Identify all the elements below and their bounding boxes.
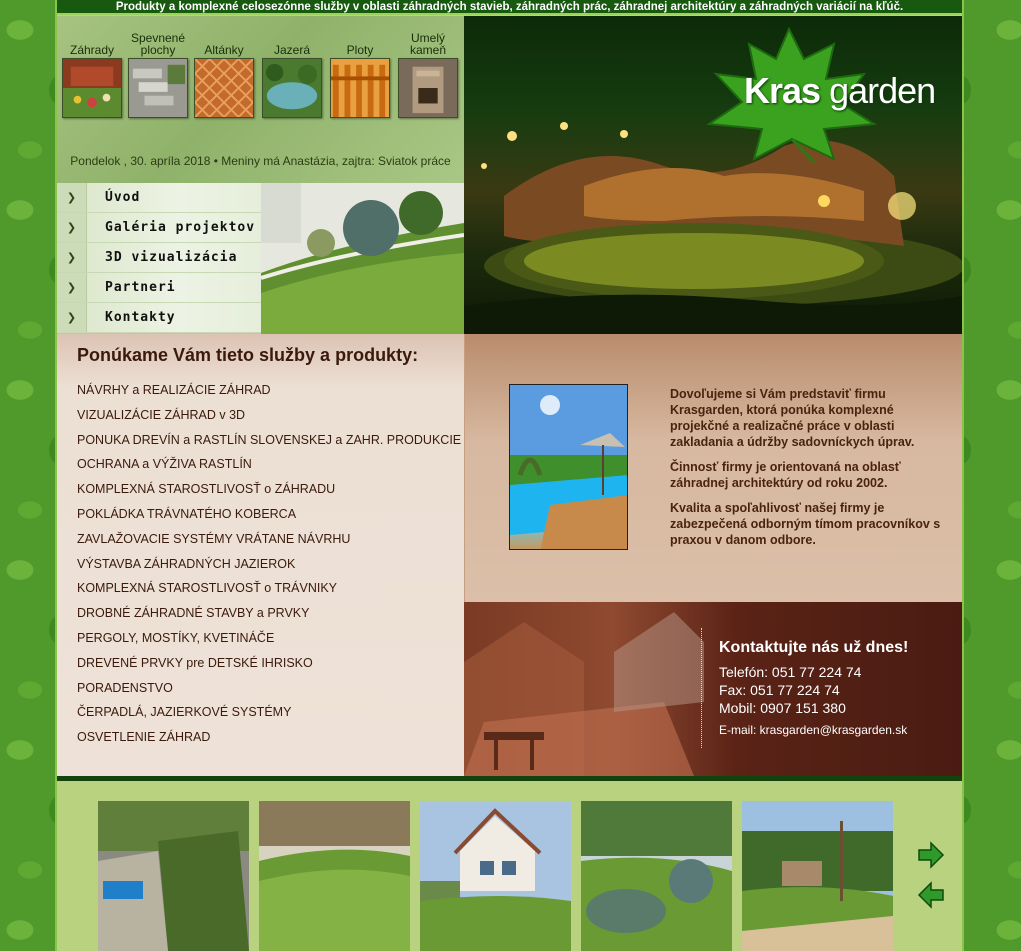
service-item: KOMPLEXNÁ STAROSTLIVOSŤ o ZÁHRADU [77, 482, 336, 497]
nav-item-3d-vizualizacia[interactable] [57, 243, 261, 273]
page [55, 0, 964, 951]
tree-garden-photo[interactable] [742, 801, 893, 951]
contact-title: Kontaktujte nás už dnes! [719, 639, 909, 656]
nav-label: Partneri [105, 280, 176, 295]
date-line: Pondelok , 30. apríla 2018 • Meniny má Anastázia, zajtra: Sviatok práce [70, 154, 451, 168]
service-item: DROBNÉ ZÁHRADNÉ STAVBY a PRVKY [77, 606, 310, 621]
service-item: DREVENÉ PRVKY pre DETSKÉ IHRISKO [77, 655, 313, 670]
arrow-left-icon[interactable] [917, 881, 945, 909]
nav-item-uvod[interactable] [57, 183, 261, 213]
lawn-photo[interactable] [259, 801, 410, 951]
intro-paragraph-2: Činnosť firmy je orientovaná na oblasť záhradnej architektúry od roku 2002. [670, 460, 901, 490]
category-ploty[interactable] [329, 28, 391, 118]
category-panel [57, 16, 464, 183]
service-item: POKLÁDKA TRÁVNATÉHO KOBERCA [77, 506, 297, 521]
category-label: Jazerá [273, 43, 311, 57]
category-label: Spevnené plochy [130, 31, 186, 57]
house-photo[interactable] [420, 801, 571, 951]
main-nav [57, 183, 261, 334]
fence-thumbnail[interactable] [330, 58, 390, 118]
pond-thumbnail[interactable] [262, 58, 322, 118]
contact-fax: Fax: 051 77 224 74 [719, 682, 840, 698]
chevron-right-icon: ❯ [57, 273, 87, 302]
site-logo[interactable] [744, 70, 935, 112]
category-altanky[interactable] [193, 28, 255, 118]
pool-visualization-image [509, 384, 628, 550]
logo-part2: garden [829, 70, 936, 111]
intro-panel [464, 334, 962, 602]
pergola-scene [464, 602, 704, 776]
service-item: PONUKA DREVÍN a RASTLÍN SLOVENSKEJ a ZAHR. PRODUKCIE [77, 432, 462, 447]
category-label: Altánky [204, 43, 244, 57]
category-label: Záhrady [69, 43, 115, 57]
nav-label: Úvod [105, 190, 141, 205]
category-label: Umelý kameň [409, 31, 447, 57]
contact-separator [701, 628, 702, 748]
garden-photo[interactable] [98, 801, 249, 951]
service-item: OSVETLENIE ZÁHRAD [77, 730, 211, 745]
nav-item-galeria[interactable] [57, 213, 261, 243]
gazebo-thumbnail[interactable] [194, 58, 254, 118]
services-panel [57, 334, 464, 776]
category-zahrady[interactable] [61, 28, 123, 118]
contact-email[interactable]: E-mail: krasgarden@krasgarden.sk [719, 723, 908, 737]
service-item: ZAVLAŽOVACIE SYSTÉMY VRÁTANE NÁVRHU [77, 531, 351, 546]
nav-label: 3D vizualizácia [105, 250, 238, 265]
services-list [77, 378, 461, 750]
logo-part1: Kras [744, 70, 821, 111]
service-item: OCHRANA a VÝŽIVA RASTLÍN [77, 457, 252, 472]
chevron-right-icon: ❯ [57, 303, 87, 332]
paving-thumbnail[interactable] [128, 58, 188, 118]
service-item: PORADENSTVO [77, 680, 173, 695]
contact-panel [464, 602, 962, 776]
garden-path-photo [261, 183, 464, 334]
intro-paragraph-3: Kvalita a spoľahlivosť našej firmy je zabezpečená odborným tímom pracovníkov s praxou v danom odbore. [670, 501, 941, 547]
contact-mobile: Mobil: 0907 151 380 [719, 700, 846, 716]
service-item: KOMPLEXNÁ STAROSTLIVOSŤ o TRÁVNIKY [77, 581, 338, 596]
category-spevnene-plochy[interactable] [127, 28, 189, 118]
chevron-right-icon: ❯ [57, 243, 87, 272]
artificial-stone-thumbnail[interactable] [398, 58, 458, 118]
intro-paragraph-1: Dovoľujeme si Vám predstaviť firmu Krasgarden, ktorá ponúka komplexné projekčné a realizačné práce v oblasti zakladania a údržby sadovníckych úprav. [670, 387, 915, 449]
nav-item-partneri[interactable] [57, 273, 261, 303]
arrow-right-icon[interactable] [917, 841, 945, 869]
nav-item-kontakty[interactable] [57, 303, 261, 333]
service-item: PERGOLY, MOSTÍKY, KVETINÁČE [77, 630, 275, 645]
pond-garden-photo[interactable] [581, 801, 732, 951]
category-label: Ploty [346, 43, 374, 57]
chevron-right-icon: ❯ [57, 183, 87, 212]
garden-thumbnail[interactable] [62, 58, 122, 118]
service-item: NÁVRHY a REALIZÁCIE ZÁHRAD [77, 383, 271, 397]
service-item: VÝSTAVBA ZÁHRADNÝCH JAZIEROK [77, 556, 296, 571]
contact-phone: Telefón: 051 77 224 74 [719, 664, 862, 680]
photo-gallery [57, 781, 962, 951]
category-umely-kamen[interactable] [397, 28, 459, 118]
top-banner: Produkty a komplexné celosezónne služby v oblasti záhradných stavieb, záhradných prác, záhradnej architektúry a záhradných variácií na kľúč. [57, 0, 962, 15]
header-photo [464, 16, 962, 334]
service-item: ČERPADLÁ, JAZIERKOVÉ SYSTÉMY [77, 705, 292, 720]
service-item: VIZUALIZÁCIE ZÁHRAD v 3D [77, 407, 246, 422]
chevron-right-icon: ❯ [57, 213, 87, 242]
services-title: Ponúkame Vám tieto služby a produkty: [77, 345, 419, 365]
nav-label: Galéria projektov [105, 220, 256, 235]
category-jazera[interactable] [261, 28, 323, 118]
nav-label: Kontakty [105, 310, 176, 325]
